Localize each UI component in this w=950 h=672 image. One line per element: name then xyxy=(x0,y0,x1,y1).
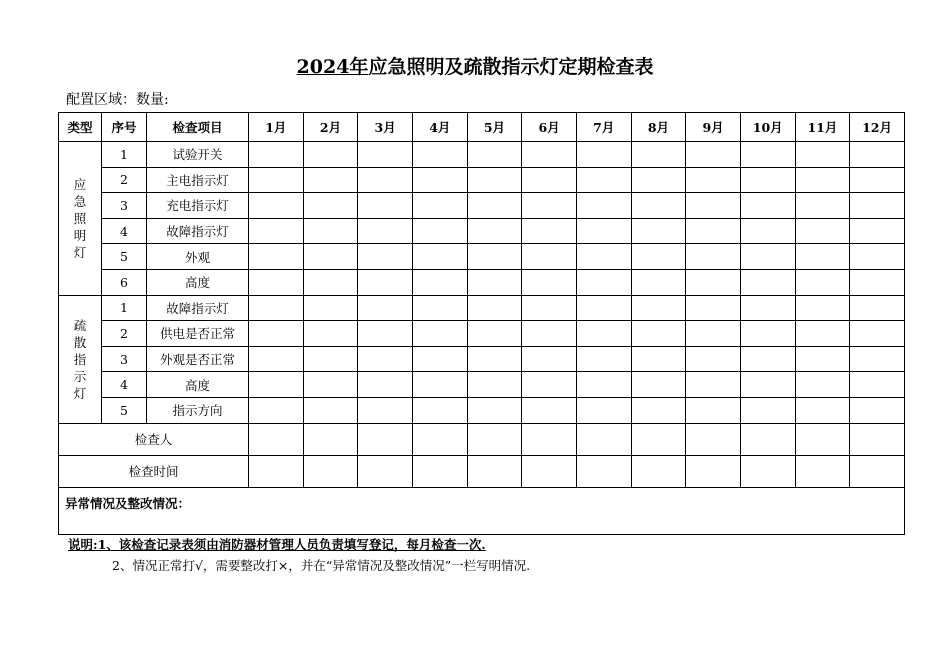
header-month: 3月 xyxy=(358,113,413,142)
type-cell xyxy=(59,142,102,296)
month-check-cell[interactable] xyxy=(358,218,413,244)
month-check-cell[interactable] xyxy=(686,321,741,347)
month-check-cell[interactable] xyxy=(522,193,577,219)
month-check-cell[interactable] xyxy=(358,295,413,321)
month-check-cell[interactable] xyxy=(686,372,741,398)
month-check-cell[interactable] xyxy=(576,372,631,398)
index-cell: 5 xyxy=(102,397,147,423)
month-check-cell[interactable] xyxy=(631,397,686,423)
month-check-cell[interactable] xyxy=(522,397,577,423)
month-check-cell[interactable] xyxy=(740,244,795,270)
month-check-cell[interactable] xyxy=(576,269,631,295)
inspection-time-label: 检查时间 xyxy=(59,455,249,487)
month-check-cell[interactable] xyxy=(686,193,741,219)
month-check-cell[interactable] xyxy=(850,167,905,193)
time-cell[interactable] xyxy=(686,455,741,487)
header-month: 4月 xyxy=(412,113,467,142)
month-check-cell[interactable] xyxy=(740,193,795,219)
item-cell: 高度 xyxy=(147,372,249,398)
month-check-cell[interactable] xyxy=(303,244,358,270)
month-check-cell[interactable] xyxy=(303,193,358,219)
type-cell xyxy=(59,295,102,423)
month-check-cell[interactable] xyxy=(795,244,850,270)
month-check-cell[interactable] xyxy=(686,167,741,193)
month-check-cell[interactable] xyxy=(358,321,413,347)
month-check-cell[interactable] xyxy=(576,244,631,270)
item-cell: 外观 xyxy=(147,244,249,270)
month-check-cell[interactable] xyxy=(795,269,850,295)
month-check-cell[interactable] xyxy=(412,193,467,219)
month-check-cell[interactable] xyxy=(303,346,358,372)
month-check-cell[interactable] xyxy=(850,218,905,244)
note-line-1: 说明:1、该检查记录表须由消防器材管理人员负责填写登记，每月检查一次. xyxy=(68,537,486,552)
month-check-cell[interactable] xyxy=(522,346,577,372)
month-check-cell[interactable] xyxy=(467,346,522,372)
month-check-cell[interactable] xyxy=(740,167,795,193)
month-check-cell[interactable] xyxy=(522,218,577,244)
header-month: 9月 xyxy=(686,113,741,142)
month-check-cell[interactable] xyxy=(576,397,631,423)
abnormal-row xyxy=(59,487,905,534)
index-cell: 5 xyxy=(102,244,147,270)
month-check-cell[interactable] xyxy=(467,142,522,168)
month-check-cell[interactable] xyxy=(412,346,467,372)
abnormal-label[interactable]: 异常情况及整改情况： xyxy=(59,487,905,534)
inspector-cell[interactable] xyxy=(467,423,522,455)
header-month: 11月 xyxy=(795,113,850,142)
month-check-cell[interactable] xyxy=(795,397,850,423)
inspector-cell[interactable] xyxy=(522,423,577,455)
month-check-cell[interactable] xyxy=(249,142,304,168)
item-cell: 充电指示灯 xyxy=(147,193,249,219)
time-cell[interactable] xyxy=(576,455,631,487)
type-char: 应 xyxy=(73,176,87,192)
month-check-cell[interactable] xyxy=(631,372,686,398)
index-cell: 1 xyxy=(102,295,147,321)
header-month: 6月 xyxy=(522,113,577,142)
month-check-cell[interactable] xyxy=(795,372,850,398)
month-check-cell[interactable] xyxy=(576,193,631,219)
month-check-cell[interactable] xyxy=(795,142,850,168)
month-check-cell[interactable] xyxy=(850,142,905,168)
table-row xyxy=(59,372,905,398)
area-label: 配置区域： xyxy=(66,92,136,108)
month-check-cell[interactable] xyxy=(631,167,686,193)
month-check-cell[interactable] xyxy=(358,372,413,398)
month-check-cell[interactable] xyxy=(631,142,686,168)
month-check-cell[interactable] xyxy=(850,244,905,270)
month-check-cell[interactable] xyxy=(467,167,522,193)
month-check-cell[interactable] xyxy=(412,244,467,270)
month-check-cell[interactable] xyxy=(303,167,358,193)
month-check-cell[interactable] xyxy=(850,321,905,347)
item-cell: 外观是否正常 xyxy=(147,346,249,372)
index-cell: 2 xyxy=(102,167,147,193)
month-check-cell[interactable] xyxy=(303,397,358,423)
month-check-cell[interactable] xyxy=(740,321,795,347)
inspector-cell[interactable] xyxy=(412,423,467,455)
month-check-cell[interactable] xyxy=(522,269,577,295)
index-cell: 3 xyxy=(102,346,147,372)
month-check-cell[interactable] xyxy=(412,295,467,321)
month-check-cell[interactable] xyxy=(467,269,522,295)
month-check-cell[interactable] xyxy=(686,269,741,295)
inspector-cell[interactable] xyxy=(740,423,795,455)
month-check-cell[interactable] xyxy=(631,218,686,244)
month-check-cell[interactable] xyxy=(740,269,795,295)
month-check-cell[interactable] xyxy=(249,167,304,193)
table-row xyxy=(59,193,905,219)
month-check-cell[interactable] xyxy=(631,321,686,347)
item-cell: 供电是否正常 xyxy=(147,321,249,347)
index-cell: 4 xyxy=(102,218,147,244)
month-check-cell[interactable] xyxy=(303,142,358,168)
month-check-cell[interactable] xyxy=(249,295,304,321)
month-check-cell[interactable] xyxy=(740,397,795,423)
month-check-cell[interactable] xyxy=(249,397,304,423)
month-check-cell[interactable] xyxy=(412,142,467,168)
month-check-cell[interactable] xyxy=(412,397,467,423)
month-check-cell[interactable] xyxy=(522,142,577,168)
inspector-cell[interactable] xyxy=(358,423,413,455)
time-cell[interactable] xyxy=(303,455,358,487)
month-check-cell[interactable] xyxy=(249,269,304,295)
month-check-cell[interactable] xyxy=(850,397,905,423)
type-char: 灯 xyxy=(73,244,87,260)
month-check-cell[interactable] xyxy=(467,397,522,423)
month-check-cell[interactable] xyxy=(850,269,905,295)
month-check-cell[interactable] xyxy=(358,346,413,372)
month-check-cell[interactable] xyxy=(740,346,795,372)
index-cell: 6 xyxy=(102,269,147,295)
month-check-cell[interactable] xyxy=(522,167,577,193)
item-cell: 高度 xyxy=(147,269,249,295)
header-month: 10月 xyxy=(740,113,795,142)
header-month: 7月 xyxy=(576,113,631,142)
inspector-cell[interactable] xyxy=(631,423,686,455)
month-check-cell[interactable] xyxy=(412,218,467,244)
month-check-cell[interactable] xyxy=(358,269,413,295)
month-check-cell[interactable] xyxy=(522,244,577,270)
month-check-cell[interactable] xyxy=(850,372,905,398)
type-char: 指 xyxy=(73,351,87,367)
month-check-cell[interactable] xyxy=(686,295,741,321)
time-cell[interactable] xyxy=(795,455,850,487)
month-check-cell[interactable] xyxy=(740,218,795,244)
month-check-cell[interactable] xyxy=(522,372,577,398)
title-text: 应急照明及疏散指示灯定期检查表 xyxy=(368,56,654,78)
month-check-cell[interactable] xyxy=(249,346,304,372)
table-row xyxy=(59,269,905,295)
time-cell[interactable] xyxy=(412,455,467,487)
month-check-cell[interactable] xyxy=(850,193,905,219)
table-row xyxy=(59,218,905,244)
month-check-cell[interactable] xyxy=(412,269,467,295)
month-check-cell[interactable] xyxy=(795,346,850,372)
header-month: 8月 xyxy=(631,113,686,142)
month-check-cell[interactable] xyxy=(467,295,522,321)
inspector-cell[interactable] xyxy=(795,423,850,455)
header-month: 5月 xyxy=(467,113,522,142)
month-check-cell[interactable] xyxy=(740,142,795,168)
month-check-cell[interactable] xyxy=(467,321,522,347)
month-check-cell[interactable] xyxy=(631,346,686,372)
month-check-cell[interactable] xyxy=(576,218,631,244)
table-row xyxy=(59,244,905,270)
item-cell: 指示方向 xyxy=(147,397,249,423)
month-check-cell[interactable] xyxy=(303,218,358,244)
table-row xyxy=(59,321,905,347)
table-row xyxy=(59,397,905,423)
month-check-cell[interactable] xyxy=(522,295,577,321)
month-check-cell[interactable] xyxy=(631,295,686,321)
type-char: 明 xyxy=(73,227,87,243)
month-check-cell[interactable] xyxy=(631,193,686,219)
header-index: 序号 xyxy=(102,113,147,142)
month-check-cell[interactable] xyxy=(303,295,358,321)
header-type: 类型 xyxy=(59,113,102,142)
month-check-cell[interactable] xyxy=(795,193,850,219)
month-check-cell[interactable] xyxy=(576,295,631,321)
month-check-cell[interactable] xyxy=(467,218,522,244)
month-check-cell[interactable] xyxy=(249,244,304,270)
table-row xyxy=(59,346,905,372)
type-char: 散 xyxy=(73,334,87,350)
month-check-cell[interactable] xyxy=(740,295,795,321)
month-check-cell[interactable] xyxy=(249,321,304,347)
inspector-cell[interactable] xyxy=(686,423,741,455)
month-check-cell[interactable] xyxy=(249,193,304,219)
time-cell[interactable] xyxy=(467,455,522,487)
month-check-cell[interactable] xyxy=(358,193,413,219)
table-row xyxy=(59,142,905,168)
type-char: 灯 xyxy=(73,385,87,401)
type-char: 疏 xyxy=(73,317,87,333)
item-cell: 故障指示灯 xyxy=(147,295,249,321)
month-check-cell[interactable] xyxy=(412,167,467,193)
month-check-cell[interactable] xyxy=(686,218,741,244)
month-check-cell[interactable] xyxy=(631,244,686,270)
inspector-label: 检查人 xyxy=(59,423,249,455)
inspection-time-row xyxy=(59,455,905,487)
month-check-cell[interactable] xyxy=(686,346,741,372)
month-check-cell[interactable] xyxy=(795,167,850,193)
page-title xyxy=(0,52,950,79)
header-month: 12月 xyxy=(850,113,905,142)
month-check-cell[interactable] xyxy=(358,397,413,423)
header-month: 2月 xyxy=(303,113,358,142)
month-check-cell[interactable] xyxy=(358,167,413,193)
month-check-cell[interactable] xyxy=(412,372,467,398)
index-cell: 4 xyxy=(102,372,147,398)
month-check-cell[interactable] xyxy=(358,244,413,270)
inspector-cell[interactable] xyxy=(850,423,905,455)
inspector-cell[interactable] xyxy=(303,423,358,455)
quantity-label: 数量: xyxy=(136,92,169,108)
type-char: 示 xyxy=(73,368,87,384)
month-check-cell[interactable] xyxy=(686,142,741,168)
inspector-row xyxy=(59,423,905,455)
table-row xyxy=(59,295,905,321)
header-row xyxy=(59,113,905,142)
item-cell: 故障指示灯 xyxy=(147,218,249,244)
time-cell[interactable] xyxy=(249,455,304,487)
item-cell: 主电指示灯 xyxy=(147,167,249,193)
month-check-cell[interactable] xyxy=(576,142,631,168)
month-check-cell[interactable] xyxy=(358,142,413,168)
inspector-cell[interactable] xyxy=(249,423,304,455)
month-check-cell[interactable] xyxy=(467,193,522,219)
month-check-cell[interactable] xyxy=(576,346,631,372)
month-check-cell[interactable] xyxy=(303,372,358,398)
month-check-cell[interactable] xyxy=(795,321,850,347)
time-cell[interactable] xyxy=(740,455,795,487)
month-check-cell[interactable] xyxy=(850,346,905,372)
month-check-cell[interactable] xyxy=(303,269,358,295)
month-check-cell[interactable] xyxy=(249,218,304,244)
time-cell[interactable] xyxy=(631,455,686,487)
header-month: 1月 xyxy=(249,113,304,142)
month-check-cell[interactable] xyxy=(686,397,741,423)
table-row xyxy=(59,167,905,193)
time-cell[interactable] xyxy=(522,455,577,487)
header-item: 检查项目 xyxy=(147,113,249,142)
month-check-cell[interactable] xyxy=(795,295,850,321)
item-cell: 试验开关 xyxy=(147,142,249,168)
month-check-cell[interactable] xyxy=(412,321,467,347)
month-check-cell[interactable] xyxy=(576,321,631,347)
month-check-cell[interactable] xyxy=(740,372,795,398)
month-check-cell[interactable] xyxy=(249,372,304,398)
month-check-cell[interactable] xyxy=(467,244,522,270)
month-check-cell[interactable] xyxy=(795,218,850,244)
index-cell: 3 xyxy=(102,193,147,219)
month-check-cell[interactable] xyxy=(467,372,522,398)
index-cell: 1 xyxy=(102,142,147,168)
inspection-table xyxy=(58,112,905,535)
inspector-cell[interactable] xyxy=(576,423,631,455)
month-check-cell[interactable] xyxy=(576,167,631,193)
month-check-cell[interactable] xyxy=(631,269,686,295)
index-cell: 2 xyxy=(102,321,147,347)
month-check-cell[interactable] xyxy=(850,295,905,321)
month-check-cell[interactable] xyxy=(686,244,741,270)
time-cell[interactable] xyxy=(358,455,413,487)
config-area-line xyxy=(66,89,169,109)
type-char: 照 xyxy=(73,210,87,226)
month-check-cell[interactable] xyxy=(303,321,358,347)
month-check-cell[interactable] xyxy=(522,321,577,347)
time-cell[interactable] xyxy=(850,455,905,487)
title-year: 2024年 xyxy=(296,56,369,78)
type-char: 急 xyxy=(73,193,87,209)
note-line-2: 2、情况正常打√，需要整改打×，并在“异常情况及整改情况”一栏写明情况. xyxy=(112,558,531,573)
